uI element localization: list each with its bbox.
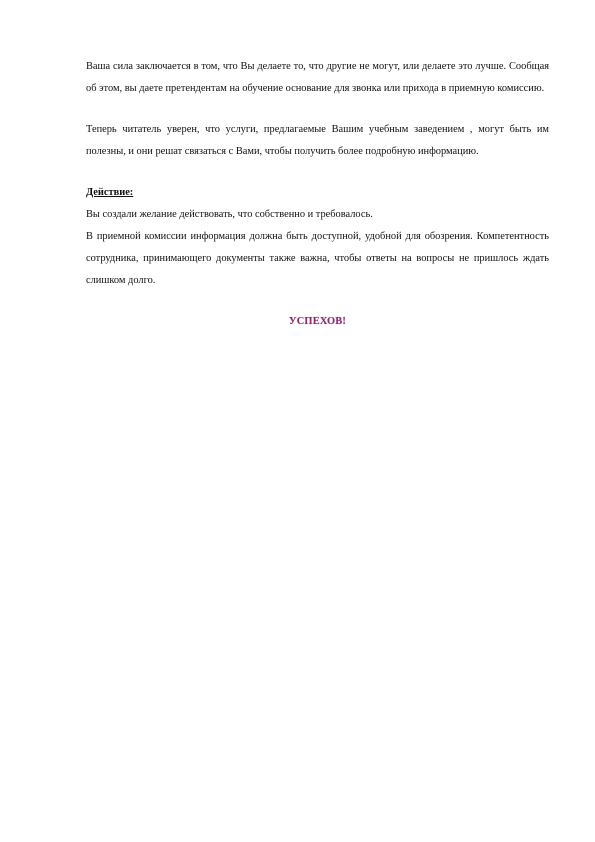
heading-action: Действие:	[86, 187, 134, 198]
paragraph-reader-confidence: Теперь читатель уверен, что услуги, предлагаемые Вашим учебным заведением , могут быть им полезны, и они решат связаться с Вами, чтобы получить более подробную информацию.	[86, 124, 549, 157]
paragraph-admissions-info: В приемной комиссии информация должна быть доступной, удобной для обозрения. Компетентность сотрудника, принимающего документы также важна, чтобы ответы на вопросы не пришлось ждать слишком долго.	[86, 231, 549, 286]
paragraph-desire-created: Вы создали желание действовать, что собственно и требовалось.	[86, 209, 373, 220]
document-body	[86, 56, 549, 333]
closing-wish: УСПЕХОВ!	[288, 316, 347, 327]
paragraph-strength: Ваша сила заключается в том, что Вы делаете то, что другие не могут, или делаете это лучше. Сообщая об этом, вы даете претендентам на обучение основание для звонка или прихода в приемную комиссию.	[86, 61, 549, 94]
